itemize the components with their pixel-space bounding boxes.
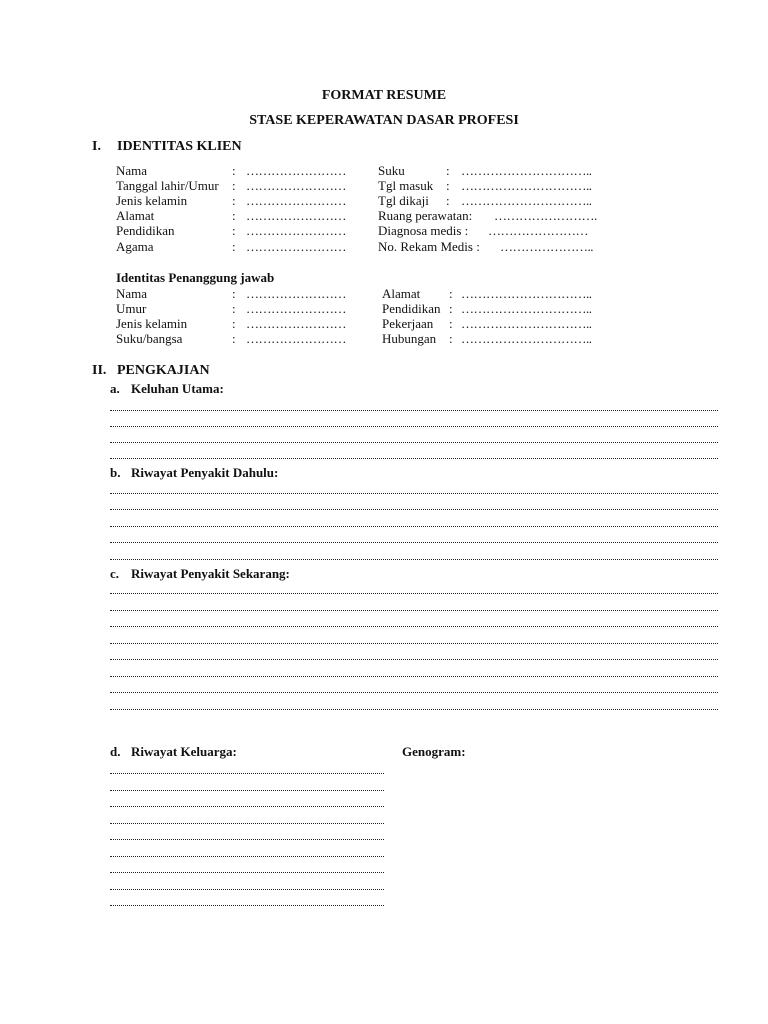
dotted-line [110,448,718,459]
field-separator: : [446,178,450,193]
field-dots: ………………………….. [461,316,592,331]
field-dots: …………………… [488,223,588,238]
field-label: Suku/bangsa [116,331,183,346]
field-separator: : [449,301,453,316]
dotted-line [110,549,718,560]
field-label: Pendidikan [382,301,441,316]
section-1-number: I. [92,139,101,154]
dotted-line [110,432,718,443]
section-2-title: PENGKAJIAN [117,363,210,378]
field-separator: : [232,178,236,193]
field-label: Jenis kelamin [116,316,188,331]
dotted-line [110,499,718,510]
field-dots: …………………… [246,286,346,301]
field-separator: : [232,239,236,254]
genogram-label: Genogram: [402,744,466,759]
dotted-line [110,600,718,611]
dotted-line [110,516,718,527]
subsection-b-title: Riwayat Penyakit Dahulu: [131,465,279,480]
field-separator: : [449,331,453,346]
field-label: Umur [116,301,147,316]
field-label: Hubungan [382,331,437,346]
dotted-line [110,583,718,594]
subsection-a-title: Keluhan Utama: [131,381,224,396]
field-label: Tgl dikaji [378,193,429,208]
field-dots: ………………………….. [461,193,592,208]
dotted-line [110,616,718,627]
field-label: Nama [116,163,148,178]
dotted-line [110,796,384,807]
field-label: Tgl masuk [378,178,434,193]
dotted-line [110,699,718,710]
field-dots: …………………… [246,239,346,254]
field-separator: : [446,163,450,178]
field-separator: : [232,316,236,331]
field-label: Jenis kelamin [116,193,188,208]
field-dots: …………………… [246,301,346,316]
subsection-c-title: Riwayat Penyakit Sekarang: [131,566,290,581]
field-separator: : [232,163,236,178]
field-dots: ………………………….. [461,331,592,346]
field-separator: : [232,331,236,346]
subsection-d-label: d. [110,744,121,759]
dotted-line [110,879,384,890]
field-dots: …………………… [246,193,346,208]
field-dots: …………………… [246,331,346,346]
field-separator: : [449,316,453,331]
dotted-line [110,416,718,427]
field-separator: : [232,286,236,301]
field-separator: : [446,193,450,208]
dotted-line [110,829,384,840]
field-separator: : [449,286,453,301]
field-dots: ………………………….. [461,163,592,178]
dotted-line [110,649,718,660]
field-label: Alamat [116,208,155,223]
dotted-line [110,666,718,677]
field-label: Tanggal lahir/Umur [116,178,219,193]
dotted-line [110,400,718,411]
field-dots: ………………………….. [461,286,592,301]
subsection-c-label: c. [110,566,120,581]
field-separator: : [232,301,236,316]
section-2-number: II. [92,363,107,378]
dotted-line [110,813,384,824]
field-dots: ……………………. [494,208,597,223]
field-label: Diagnosa medis : [378,223,469,238]
document-subtitle: STASE KEPERAWATAN DASAR PROFESI [249,113,519,128]
field-dots: …………………… [246,208,346,223]
dotted-line [110,763,384,774]
field-dots: …………………… [246,223,346,238]
field-label: Nama [116,286,148,301]
dotted-line [110,483,718,494]
field-dots: ………………………….. [461,178,592,193]
field-dots: …………………… [246,163,346,178]
field-label: Alamat [382,286,421,301]
field-dots: …………………… [246,178,346,193]
dotted-line [110,846,384,857]
dotted-line [110,780,384,791]
dotted-line [110,862,384,873]
penanggung-title: Identitas Penanggung jawab [116,270,275,285]
field-separator: : [232,208,236,223]
dotted-line [110,682,718,693]
field-separator: : [232,193,236,208]
field-label: Agama [116,239,154,254]
section-1-title: IDENTITAS KLIEN [117,139,242,154]
field-dots: ………………………….. [461,301,592,316]
subsection-b-label: b. [110,465,121,480]
document-title: FORMAT RESUME [321,88,447,103]
dotted-line [110,532,718,543]
field-label: Pekerjaan [382,316,434,331]
field-label: Suku [378,163,405,178]
field-dots: …………………… [246,316,346,331]
subsection-a-label: a. [110,381,120,396]
field-label: Ruang perawatan: [378,208,473,223]
field-label: No. Rekam Medis : [378,239,480,254]
dotted-line [110,895,384,906]
subsection-d-title: Riwayat Keluarga: [131,744,237,759]
field-dots: ………………….. [500,239,593,254]
field-separator: : [232,223,236,238]
dotted-line [110,633,718,644]
field-label: Pendidikan [116,223,175,238]
